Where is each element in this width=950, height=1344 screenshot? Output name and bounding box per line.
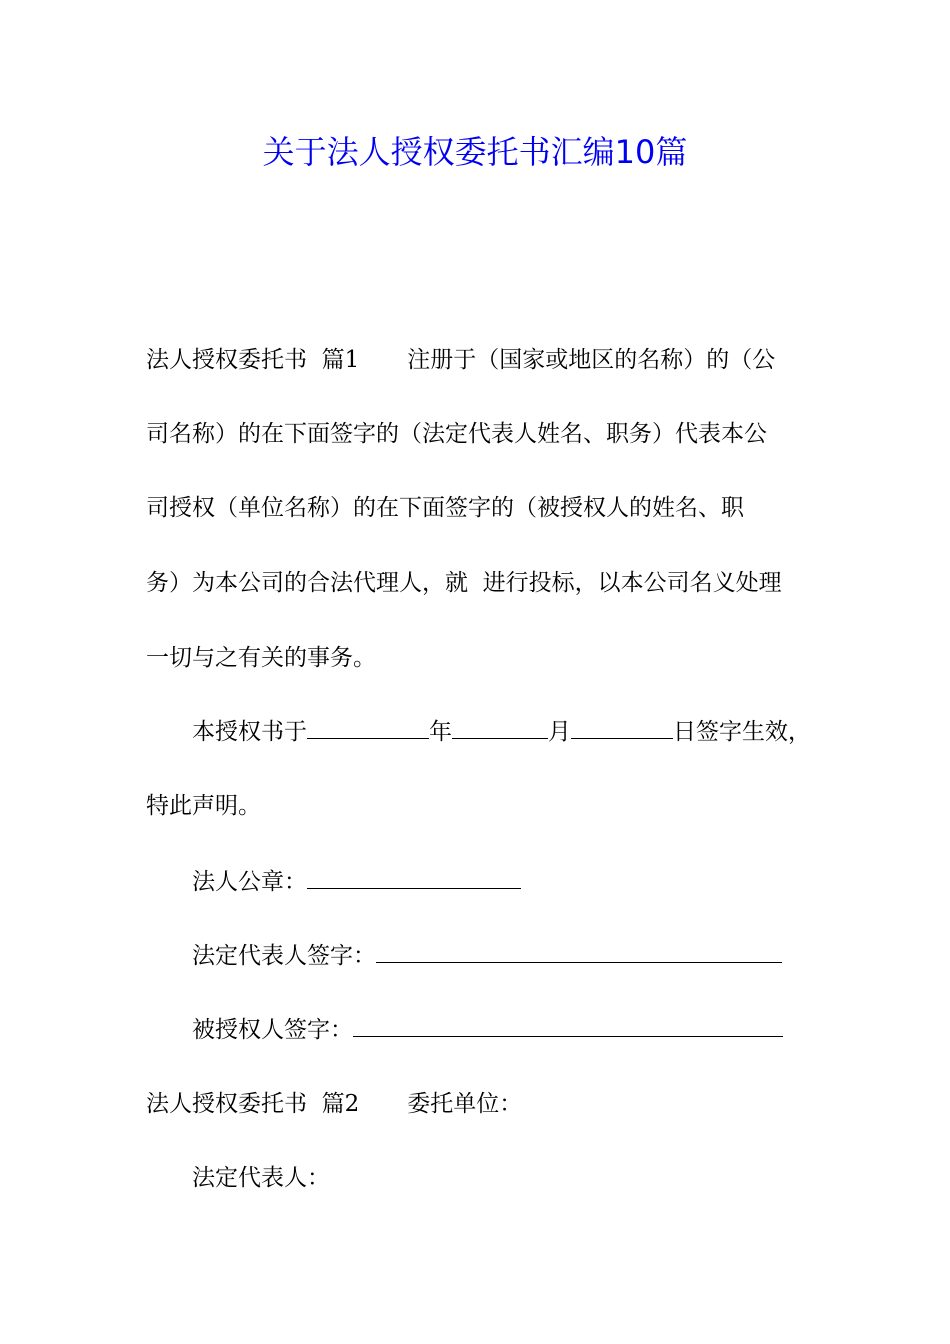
year-blank [307, 718, 429, 739]
authorized-sign-label: 被授权人签字： [192, 1017, 353, 1043]
authorized-sign-blank [353, 1016, 783, 1037]
entrusting-unit-label: 委托单位： [407, 1091, 523, 1117]
authorized-sign-line [192, 1012, 783, 1048]
legal-rep-sign-line [192, 938, 782, 974]
section1-line1 [146, 342, 775, 378]
legal-rep-sign-blank [376, 942, 782, 963]
section1-para1-line4: 务）为本公司的合法代理人，就 进行投标，以本公司名义处理 [146, 570, 782, 596]
day-blank [571, 718, 673, 739]
legal-rep-sign-label: 法定代表人签字： [192, 943, 376, 969]
seal-blank [307, 868, 521, 889]
section2-line1 [146, 1086, 522, 1122]
legal-rep-line: 法定代表人： [192, 1165, 330, 1191]
section1-para1-line1: 注册于（国家或地区的名称）的（公 [407, 347, 776, 373]
effective-date-line [192, 714, 811, 750]
section2-heading: 法人授权委托书 篇2 [146, 1091, 360, 1117]
effective-prefix: 本授权书于 [192, 719, 307, 745]
declaration-line: 特此声明。 [146, 793, 261, 819]
section1-heading: 法人授权委托书 篇1 [146, 347, 360, 373]
section1-para1-line5: 一切与之有关的事务。 [146, 645, 376, 671]
section1-para1-line3: 司授权（单位名称）的在下面签字的（被授权人的姓名、职 [146, 495, 744, 521]
section1-para1-line2: 司名称）的在下面签字的（法定代表人姓名、职务）代表本公 [146, 421, 767, 447]
document-title: 关于法人授权委托书汇编10篇 [262, 133, 688, 171]
seal-line [192, 864, 521, 900]
effective-suffix: 日签字生效， [673, 719, 811, 745]
month-blank [452, 718, 548, 739]
effective-year-label: 年 [429, 719, 452, 745]
effective-month-label: 月 [548, 719, 571, 745]
seal-label: 法人公章： [192, 869, 307, 895]
